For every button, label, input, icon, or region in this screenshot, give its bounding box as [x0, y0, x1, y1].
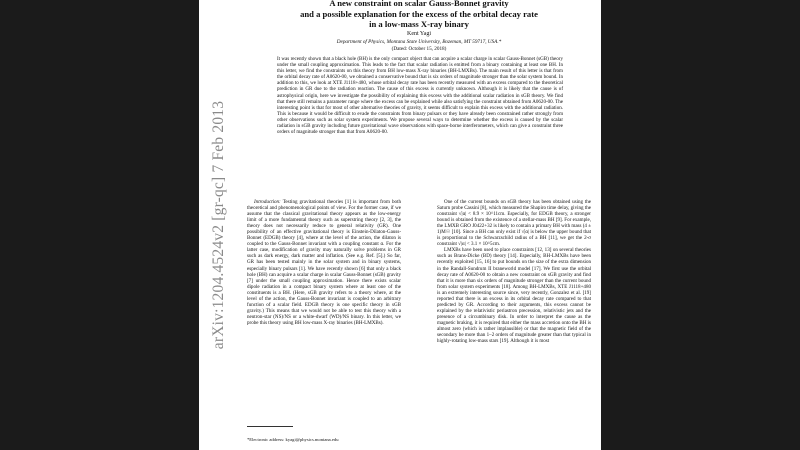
right-column — [437, 199, 591, 344]
intro-label: Introduction: — [254, 199, 281, 205]
date-line: (Dated: October 15, 2018) — [391, 46, 447, 52]
paper-page — [199, 0, 601, 450]
title-line-2: and a possible explanation for the excess of the orbital decay rate — [300, 8, 538, 19]
intro-paragraph — [247, 199, 401, 326]
title-line-1: A new constraint on scalar Gauss-Bonnet gravity — [329, 0, 509, 8]
title-line-3: in a low-mass X-ray binary — [369, 19, 469, 29]
left-column — [247, 199, 401, 326]
arxiv-identifier: arXiv:1204.4524v2 [gr-qc] 7 Feb 2013 — [210, 100, 228, 350]
body-paragraph-2: LMXBs have been used to place constraints [12, 13] on several theories such as Brans-Dicke (BD) theory [14]. Especially, BH-LMXBs have been recently exploited [15, 16] to put bounds on the size of the extra dimension in the Randall-Sundrum II braneworld model [17]. We first use the orbital decay rate of A0620-00 to obtain a new constraint on sGB gravity and find that it is more than six orders of magnitude stronger than the current bound from solar system experiments [18]. Among BH-LMXBs, XTE J1118+480 is an extremely interesting source since, very recently, Gonzalez et al. [19] reported that there is an excess in its orbital decay rate compared to that predicted by GR. According to their arguments, this excess cannot be explained by the relativistic periastron precession, relativistic jets and the presence of a circumbinary disk. In order to interpret the cause as the magnetic braking, it is required that either the mass accretion onto the BH is almost zero (which is rather implausible) or that the magnetic field of the secondary be more than 1–2 orders of magnitude greater than that typical in highly-rotating low-mass stars [19]. Although it is most — [437, 247, 591, 345]
author-affiliation: Department of Physics, Montana State University, Bozeman, MT 59717, USA.* — [336, 39, 502, 45]
paper-title — [259, 0, 579, 30]
intro-text: Testing gravitational theories [1] is important from both theoretical and phenomenological points of view. For the former case, if we assume that the classical gravitational theory appears as the low-energy limit of a more fundamental theory such as superstring theory [2, 3], the theory does not necessarily reduce to general relativity (GR). One possibility of an effective gravitational theory is Einstein-Dilaton-Gauss-Bonnet (EDGB) theory [4], where at the level of the action, the dilaton is coupled to the Gauss-Bonnet invariant with a coupling constant α. For the latter case, modification of gravity may naturally solve problems in GR such as dark energy, dark matter and inflation. (See e.g. Ref. [5].) So far, GR has been tested mainly in the solar system and in binary systems, especially binary pulsars [1]. We have recently shown [6] that only a black hole (BH) can acquire a scalar charge in scalar Gauss-Bonnet (sGB) gravity [7] under the small coupling approximation. Hence there exists scalar dipole radiation in a compact binary system where at least one of the constituents is a BH. (Here, sGB gravity refers to a theory where, at the level of the action, the Gauss-Bonnet invariant is coupled to an arbitrary function of a scalar field. EDGB theory is one specific theory in sGB gravity.) This means that we would not be able to test this theory with a neutron-star (NS)/NS or a white-dwarf (WD)/NS binary. In this letter, we probe this theory using BH low-mass X-ray binaries (BH-LMXBs). — [247, 199, 401, 326]
footnote: *Electronic address: kyagi@physics.montana.edu — [247, 437, 339, 442]
abstract: It was recently shown that a black hole (BH) is the only compact object that can acquire a scalar charge in scalar Gauss-Bonnet (sGB) theory under the small coupling approximation. This leads to the fact that scalar radiation is emitted from a binary containing at least one BH. In this letter, we find the constraints on this theory from BH low-mass X-ray binaries (BH-LMXBs). The main result of this letter is that from the orbital decay rate of A0620-00, we obtained a conservative bound that is six orders of magnitude stronger than the solar system bound. In addition to this, we look at XTE J1118+480, whose orbital decay rate has been recently measured with an excess compared to the theoretical prediction in GR due to the radiation reaction. The cause of this excess is currently unknown. Although it is likely that the cause is of astrophysical origin, here we investigate the possibility of explaining this excess with the additional scalar radiation in sGB theory. We find that there still remains a parameter range where the excess can be explained while also satisfying the constraint obtained from A0620-00. The interesting point is that for most of other alternative theories of gravity, it seems difficult to explain this excess with the additional radiation. This is because it would be difficult to evade the constraints from binary pulsars or they have already been constrained rather strongly from other observations such as solar system experiments. We propose several ways to determine whether the excess is caused by the scalar radiation in sGB gravity including future gravitational wave observations with space-borne interferometers, which can give a constraint three orders of magnitude stronger than that from A0620-00. — [277, 56, 563, 136]
arxiv-sidebar — [199, 60, 239, 390]
footnote-rule — [247, 426, 293, 427]
body-paragraph-1: One of the current bounds on sGB theory has been obtained using the Saturn probe Cassini [8], which measured the Shapiro time delay, giving the constraint √|α| < 8.9 × 10^11cm. Especially, for EDGB theory, a stronger bound is obtained from the existence of a stellar-mass BH [9]. For example, the LMXB GRO J0422+32 is likely to contain a primary BH with mass (4 ± 1)M☉ [10]. Since a BH can only exist if √|α| is below the upper bound that is proportional to the Schwarzschild radius of a BH [11], we get the 2-σ constraint √|α| < 3.1 × 10^5cm. — [437, 199, 591, 248]
author-name: Kent Yagi — [406, 31, 431, 37]
